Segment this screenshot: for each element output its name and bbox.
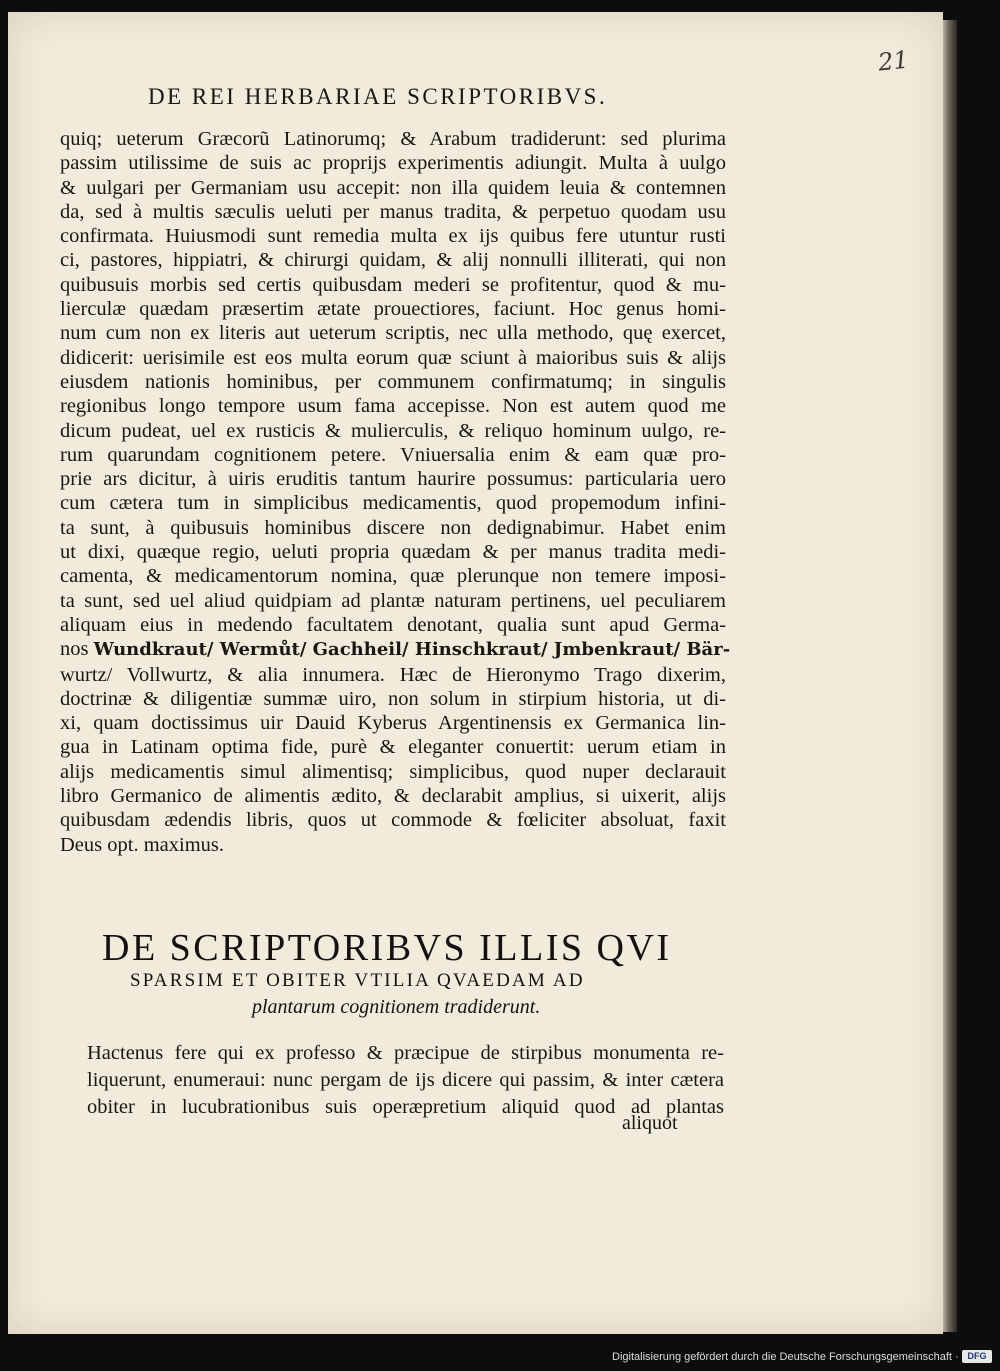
text-line: liquerunt, enumeraui: nunc pergam de ijs dicere qui passim, & inter cætera [87,1069,724,1091]
text-line: ci, pastores, hippiatri, & chirurgi quidam, & alij nonnulli illiterati, qui non [60,249,726,272]
digitization-credit: Digitalisierung gefördert durch die Deutsche Forschungsgemeinschaft · [612,1351,959,1363]
text-line: doctrinæ & diligentiæ summæ uiro, non solum in stirpium historia, ut di- [60,687,726,710]
catchword: aliquot [622,1112,678,1134]
text-line: Deus opt. maximus. [60,833,224,856]
text-line: alijs medicamentis simul alimentisq; simplicibus, quod nuper declarauit [60,760,726,783]
text-line: prie ars dicitur, à uiris eruditis tantum haurire possumus: particularia uero [60,468,726,491]
text-line: gua in Latinam optima fide, purè & eleganter conuertit: uerum etiam in [60,736,726,759]
dfg-logo: DFG [962,1350,992,1363]
text-line: passim utilissime de suis ac proprijs experimentis adiungit. Multa à uulgo [60,152,726,175]
text-line: eiusdem nationis hominibus, per communem confirmatumq; in singulis [60,370,726,393]
text-line: & uulgari per Germaniam usu accepit: non illa quidem leuia & contemnen [60,176,726,199]
text-line: camenta, & medicamentorum nomina, quæ plerunque non temere imposi- [60,565,726,588]
text-line: confirmata. Huiusmodi sunt remedia multa ex ijs quibus fere utuntur rusti [60,225,726,248]
fraktur-line [60,637,731,662]
fraktur-prefix: nos [60,638,94,661]
text-line: rum quarundam cognitionem petere. Vniuersalia enim & eam quæ pro- [60,443,726,466]
text-line: lierculæ quædam præsertim ætate prouectiores, faciunt. Hoc genus homi- [60,298,726,321]
text-line: Hactenus fere qui ex professo & præcipue de stirpibus monumenta re- [87,1042,724,1064]
text-line: ta sunt, sed uel aliud quidpiam ad plantæ naturam pertinens, uel peculiarem [60,589,726,612]
text-line: cum cætera tum in simplicibus medicamentis, quod propemodum infini- [60,492,726,515]
paragraph-main [60,127,731,857]
text-line: dicum pudeat, uel ex rusticis & mulierculis, & reliquo hominum uulgo, re- [60,419,726,442]
text-line: xi, quam doctissimus uir Dauid Kyberus Argentinensis ex Germanica lin- [60,712,726,735]
text-line: libro Germanico de alimentis ædito, & declarabit amplius, si uixerit, alijs [60,785,726,808]
text-line: quibusuis morbis sed certis quibusdam mederi se profitentur, quod & mu- [60,273,726,296]
section-title: DE SCRIPTORIBVS ILLIS QVI [102,927,672,969]
paragraph-second [87,1040,724,1121]
page-edge [943,20,957,1332]
text-line: ta sunt, à quibusuis hominibus discere non dedignabimur. Habet enim [60,516,726,539]
text-line: ut dixi, quæque regio, ueluti propria quædam & per manus tradita medi- [60,541,726,564]
running-head: DE REI HERBARIAE SCRIPTORIBVS. [148,84,608,109]
fraktur-words: Wundkraut/ Wermůt/ Gachheil/ Hinschkraut/ Jmbenkraut/ Bär- [93,639,731,661]
text-line: quiq; ueterum Græcorũ Latinorumq; & Arabum tradiderunt: sed plurima [60,128,726,150]
text-line: aliquam eius in medendo facultatem denotant, qualia sunt apud Germa- [60,613,726,636]
section-italic-line: plantarum cognitionem tradiderunt. [252,996,541,1018]
text-line: num cum non ex literis aut ueterum scriptis, nec ulla methodo, quę exercet, [60,322,726,345]
text-line: didicerit: uerisimile est eos multa eorum quæ sciunt à maioribus suis & alijs [60,346,726,369]
folio-number: 21 [876,45,910,77]
text-line: wurtz/ Vollwurtz, & alia innumera. Hæc de Hieronymo Trago dixerim, [60,663,726,686]
text-line: obiter in lucubrationibus suis operæpretium aliquid quod ad plantas [87,1096,724,1118]
text-line: da, sed à multis sæculis ueluti per manus tradita, & perpetuo quodam usu [60,200,726,223]
text-line: regionibus longo tempore usum fama accepisse. Non est autem quod me [60,395,726,418]
text-line: quibusdam ædendis libris, quos ut commode & fœliciter absoluat, faxit [60,809,726,832]
section-subtitle: SPARSIM ET OBITER VTILIA QVAEDAM AD [130,970,585,991]
